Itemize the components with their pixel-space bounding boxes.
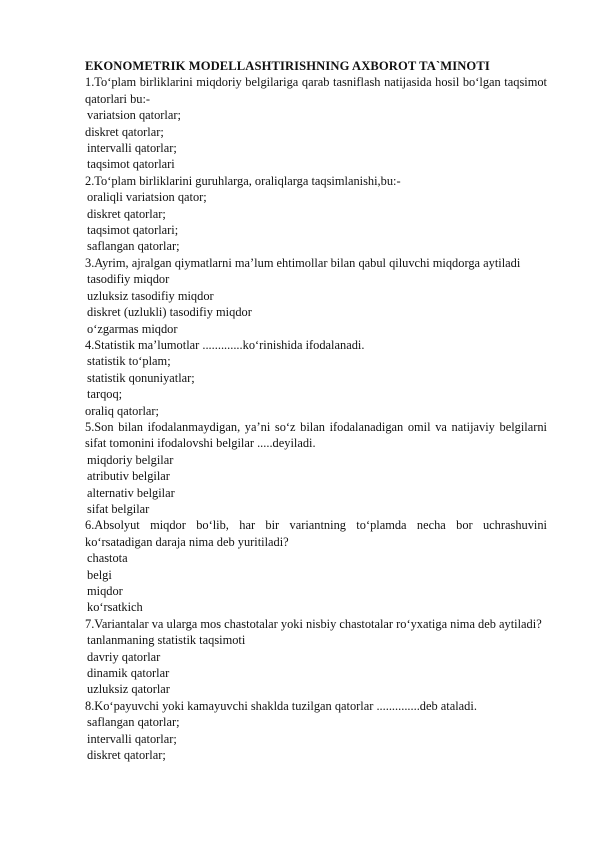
answer-option: intervalli qatorlar;	[87, 141, 177, 156]
question-4	[85, 337, 547, 419]
answer-option: alternativ belgilar	[87, 485, 175, 500]
question-text: 4.Statistik ma’lumotlar .............ko‘rinishida ifodalanadi.	[85, 337, 365, 352]
answer-option: taqsimot qatorlari;	[87, 223, 179, 238]
question-5	[85, 419, 547, 517]
answer-option: ko‘rsatkich	[87, 600, 143, 615]
question-text: 1.To‘plam birliklarini miqdoriy belgilariga qarab tasniflash natijasida hosil bo‘lgan taqsimot qatorlari bu:-	[85, 75, 547, 106]
answer-option: diskret (uzlukli) tasodifiy miqdor	[87, 305, 252, 320]
answer-option: oraliq qatorlar;	[85, 403, 159, 418]
answer-option: statistik to‘plam;	[87, 354, 171, 369]
answer-option: tarqoq;	[87, 387, 123, 402]
answer-option: davriy qatorlar	[87, 649, 161, 664]
answer-option: miqdoriy belgilar	[87, 452, 174, 467]
question-text: 5.Son bilan ifodalanmaydigan, ya’ni so‘z bilan ifodalanadigan omil va natijaviy belgilarni sifat tomonini ifodalovshi belgilar .....deyiladi.	[85, 419, 547, 451]
question-text: 3.Ayrim, ajralgan qiymatlarni ma’lum ehtimollar bilan qabul qiluvchi miqdorga aytiladi	[85, 255, 521, 270]
question-3	[85, 255, 547, 337]
answer-option: diskret qatorlar;	[87, 748, 166, 763]
question-text: 6.Absolyut miqdor bo‘lib, har bir variantning to‘plamda necha bor uchrashuvini ko‘rsatadigan daraja nima deb yuritiladi?	[85, 518, 547, 549]
answer-option: dinamik qatorlar	[87, 666, 170, 681]
answer-option: atributiv belgilar	[87, 469, 170, 484]
answer-option: oraliqli variatsion qator;	[87, 190, 207, 205]
answer-option: sifat belgilar	[87, 501, 150, 516]
answer-option: uzluksiz tasodifiy miqdor	[87, 288, 214, 303]
answer-option: tanlanmaning statistik taqsimoti	[87, 633, 246, 648]
question-6	[85, 517, 547, 615]
question-2	[85, 173, 547, 255]
answer-option: saflangan qatorlar;	[87, 715, 180, 730]
document-title: EKONOMETRIK MODELLASHTIRISHNING AXBOROT TA`MINOTI	[85, 59, 490, 73]
answer-option: variatsion qatorlar;	[87, 108, 181, 123]
answer-option: statistik qonuniyatlar;	[87, 370, 195, 385]
answer-option: diskret qatorlar;	[87, 206, 166, 221]
answer-option: intervalli qatorlar;	[87, 731, 177, 746]
answer-option: taqsimot qatorlari	[87, 157, 175, 172]
answer-option: saflangan qatorlar;	[87, 239, 180, 254]
question-text: 2.To‘plam birliklarini guruhlarga, oraliqlarga taqsimlanishi,bu:-	[85, 173, 401, 188]
question-text: 7.Variantalar va ularga mos chastotalar yoki nisbiy chastotalar ro‘yxatiga nima deb aytiladi?	[85, 616, 542, 631]
document-page	[85, 58, 547, 763]
answer-option: tasodifiy miqdor	[87, 272, 170, 287]
answer-option: uzluksiz qatorlar	[87, 682, 170, 697]
answer-option: o‘zgarmas miqdor	[87, 321, 178, 336]
question-text: 8.Ko‘payuvchi yoki kamayuvchi shaklda tuzilgan qatorlar ..............deb ataladi.	[85, 698, 477, 713]
answer-option: diskret qatorlar;	[85, 124, 164, 139]
answer-option: belgi	[87, 567, 112, 582]
answer-option: chastota	[87, 551, 128, 566]
question-1	[85, 74, 547, 172]
question-8	[85, 698, 547, 764]
answer-option: miqdor	[87, 584, 123, 598]
question-7	[85, 616, 547, 698]
